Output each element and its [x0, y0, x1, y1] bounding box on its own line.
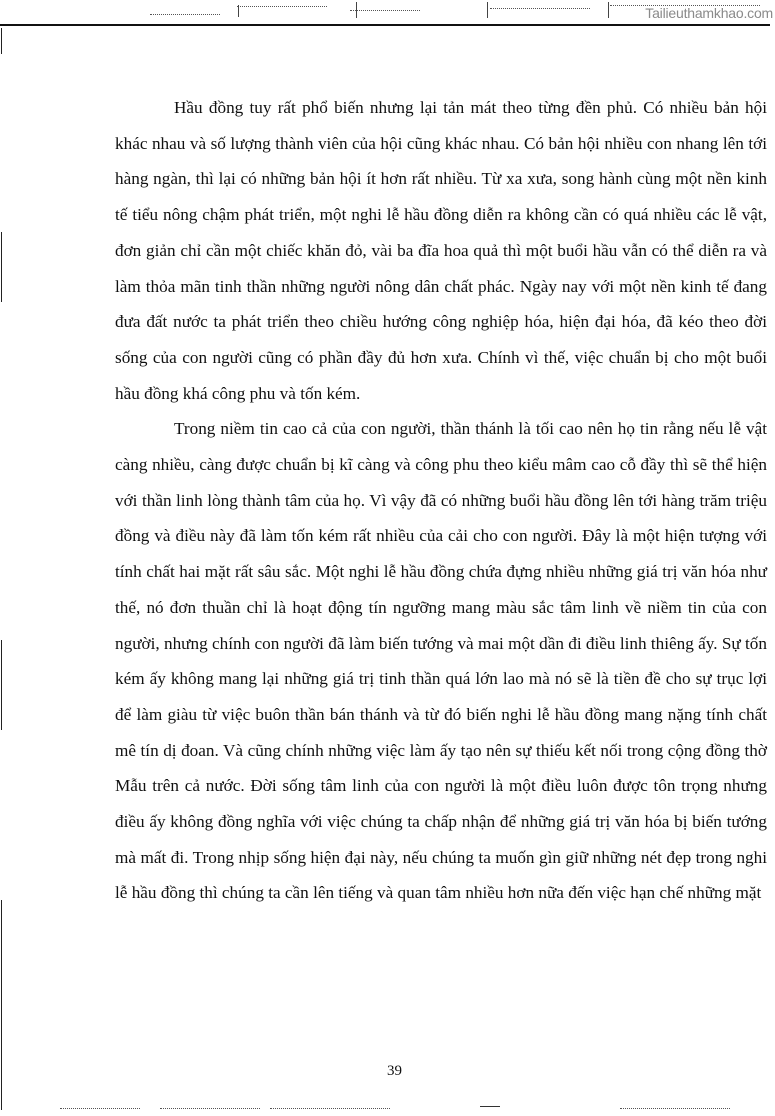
scan-noise: [237, 6, 327, 8]
scan-noise: [620, 1108, 730, 1110]
document-body: [115, 90, 767, 911]
scan-left-edge: [1, 232, 2, 302]
scan-left-edge: [1, 28, 2, 54]
scan-footer-artifacts: [0, 1104, 775, 1116]
scan-noise: [350, 10, 420, 12]
scan-left-edge: [1, 640, 2, 730]
scan-noise: [487, 2, 488, 18]
scan-noise: [238, 5, 239, 17]
paragraph: Hầu đồng tuy rất phổ biến nhưng lại tản mát theo từng đền phủ. Có nhiều bản hội khác nhau và số lượng thành viên của hội cũng khác nhau. Có bản hội nhiều con nhang lên tới hàng ngàn, thì lại có những bản hội ít hơn rất nhiều. Từ xa xưa, song hành cùng một nền kinh tế tiểu nông chậm phát triển, một nghi lễ hầu đồng diễn ra không cần có quá nhiều các lễ vật, đơn giản chỉ cần một chiếc khăn đỏ, vài ba đĩa hoa quả thì một buổi hầu vẫn có thể diễn ra và làm thỏa mãn tinh thần những người nông dân chất phác. Ngày nay với một nền kinh tế đang đưa đất nước ta phát triển theo chiều hướng công nghiệp hóa, hiện đại hóa, đã kéo theo đời sống của con người cũng có phần đầy đủ hơn xưa. Chính vì thế, việc chuẩn bị cho một buổi hầu đồng khá công phu và tốn kém.: [115, 98, 767, 403]
scan-noise: [150, 14, 220, 16]
scan-noise: [480, 1106, 500, 1108]
paragraph: Trong niềm tin cao cả của con người, thần thánh là tối cao nên họ tin rằng nếu lễ vật càng nhiều, càng được chuẩn bị kĩ càng và công phu theo kiểu mâm cao cỗ đầy thì sẽ thể hiện với thần linh lòng thành tâm của họ. Vì vậy đã có những buổi hầu đồng lên tới hàng trăm triệu đồng và điều này đã làm tốn kém rất nhiều của cải cho con người. Đây là một hiện tượng với tính chất hai mặt rất sâu sắc. Một nghi lễ hầu đồng chứa đựng nhiều những giá trị văn hóa như thế, nó đơn thuần chỉ là hoạt động tín ngưỡng mang màu sắc tâm linh về niềm tin của con người, nhưng chính con người đã làm biến tướng và mai một dần đi điều linh thiêng ấy. Sự tốn kém ấy không mang lại những giá trị tinh thần quá lớn lao mà nó sẽ là tiền đề cho sự trục lợi để làm giàu từ việc buôn thần bán thánh và từ đó biến nghi lễ hầu đồng mang nặng tính chất mê tín dị đoan. Và cũng chính những việc làm ấy tạo nên sự thiếu kết nối trong cộng đồng thờ Mẫu trên cả nước. Đời sống tâm linh của con người là một điều luôn được tôn trọng nhưng điều ấy không đồng nghĩa với việc chúng ta chấp nhận để những giá trị văn hóa bị biến tướng mà mất đi. Trong nhịp sống hiện đại này, nếu chúng ta muốn gìn giữ những nét đẹp trong nghi lễ hầu đồng thì chúng ta cần lên tiếng và quan tâm nhiều hơn nữa đến việc hạn chế những mặt: [115, 419, 767, 903]
scan-noise: [270, 1108, 390, 1110]
page-number: 39: [387, 1063, 402, 1079]
scan-noise: [60, 1108, 140, 1110]
watermark: Tailieuthamkhao.com: [645, 5, 773, 21]
header-rule: [0, 24, 770, 26]
scan-noise: [490, 8, 590, 10]
scan-noise: [160, 1108, 260, 1110]
scan-noise: [608, 2, 609, 18]
scan-noise: [356, 2, 357, 18]
scan-header-artifacts: [0, 0, 775, 24]
